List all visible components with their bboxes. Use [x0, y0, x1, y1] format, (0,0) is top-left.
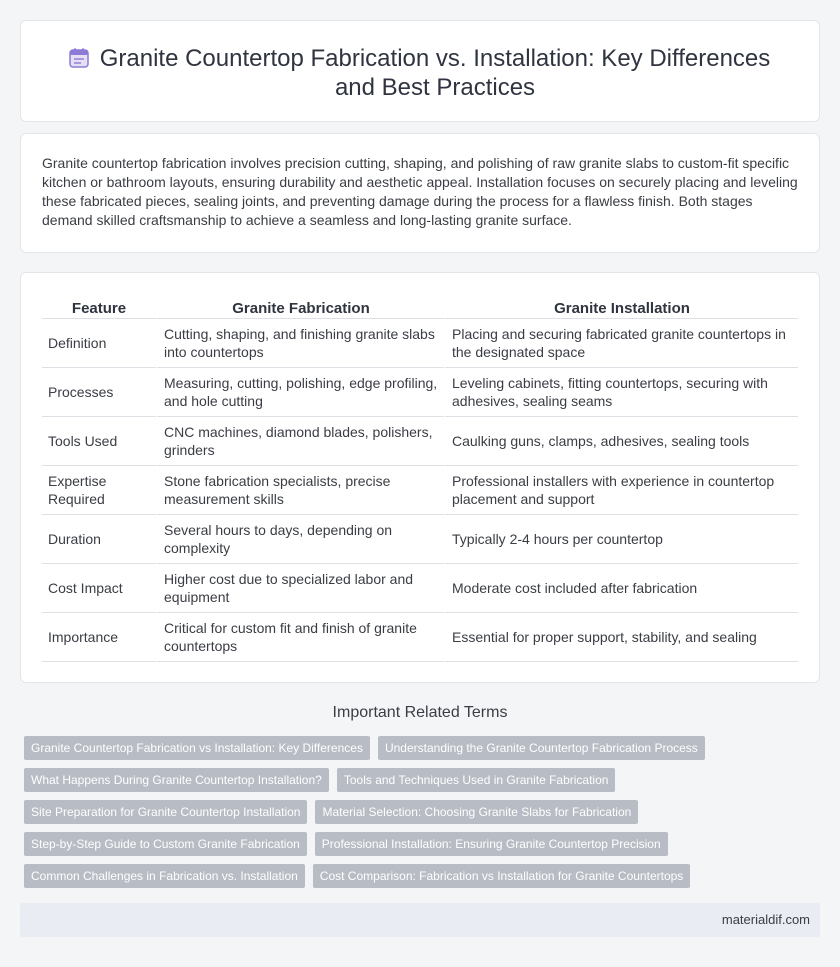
related-term-link[interactable]: Tools and Techniques Used in Granite Fabrication: [337, 768, 616, 792]
fabrication-cell: Higher cost due to specialized labor and equipment: [156, 564, 444, 613]
feature-cell: Importance: [42, 613, 156, 662]
related-term-link[interactable]: Cost Comparison: Fabrication vs Installation for Granite Countertops: [313, 864, 691, 888]
related-term-link[interactable]: Site Preparation for Granite Countertop Installation: [24, 800, 307, 824]
fabrication-cell: Critical for custom fit and finish of granite countertops: [156, 613, 444, 662]
related-term-link[interactable]: Step-by-Step Guide to Custom Granite Fabrication: [24, 832, 307, 856]
table-row: [42, 515, 798, 564]
table-row: [42, 613, 798, 662]
table-row: [42, 564, 798, 613]
header-fabrication: Granite Fabrication: [156, 295, 444, 319]
installation-cell: Professional installers with experience in countertop placement and support: [444, 466, 798, 515]
table-row: [42, 319, 798, 368]
page-title: Granite Countertop Fabrication vs. Installation: Key Differences and Best Practices: [99, 45, 771, 101]
title-card: [20, 20, 820, 122]
installation-cell: Moderate cost included after fabrication: [444, 564, 798, 613]
feature-cell: Duration: [42, 515, 156, 564]
intro-card: [20, 133, 820, 253]
fabrication-cell: Cutting, shaping, and finishing granite slabs into countertops: [156, 319, 444, 368]
feature-cell: Tools Used: [42, 417, 156, 466]
header-installation: Granite Installation: [444, 295, 798, 319]
footer: [20, 903, 820, 937]
table-row: [42, 368, 798, 417]
related-terms-list: [24, 736, 724, 896]
related-term-link[interactable]: Professional Installation: Ensuring Granite Countertop Precision: [315, 832, 668, 856]
header-feature: Feature: [42, 295, 156, 319]
related-term-link[interactable]: Granite Countertop Fabrication vs Installation: Key Differences: [24, 736, 370, 760]
fabrication-cell: Several hours to days, depending on complexity: [156, 515, 444, 564]
feature-cell: Processes: [42, 368, 156, 417]
installation-cell: Essential for proper support, stability, and sealing: [444, 613, 798, 662]
comparison-table-card: [20, 272, 820, 683]
fabrication-cell: Measuring, cutting, polishing, edge profiling, and hole cutting: [156, 368, 444, 417]
related-term-link[interactable]: Common Challenges in Fabrication vs. Installation: [24, 864, 305, 888]
feature-cell: Expertise Required: [42, 466, 156, 515]
installation-cell: Placing and securing fabricated granite countertops in the designated space: [444, 319, 798, 368]
table-header-row: [42, 295, 798, 319]
installation-cell: Caulking guns, clamps, adhesives, sealing tools: [444, 417, 798, 466]
installation-cell: Typically 2-4 hours per countertop: [444, 515, 798, 564]
installation-cell: Leveling cabinets, fitting countertops, securing with adhesives, sealing seams: [444, 368, 798, 417]
feature-cell: Cost Impact: [42, 564, 156, 613]
feature-cell: Definition: [42, 319, 156, 368]
comparison-table: [42, 295, 798, 662]
fabrication-cell: Stone fabrication specialists, precise measurement skills: [156, 466, 444, 515]
related-term-link[interactable]: Material Selection: Choosing Granite Slabs for Fabrication: [315, 800, 638, 824]
related-terms-heading: Important Related Terms: [332, 704, 508, 721]
footer-site-link[interactable]: materialdif.com: [721, 912, 810, 927]
table-row: [42, 466, 798, 515]
related-term-link[interactable]: Understanding the Granite Countertop Fabrication Process: [378, 736, 705, 760]
table-row: [42, 417, 798, 466]
intro-paragraph: Granite countertop fabrication involves precision cutting, shaping, and polishing of raw granite slabs to custom-fit specific kitchen or bathroom layouts, ensuring durability and aesthetic appeal. Installation focuses on securely placing and leveling these fabricated pieces, sealing joints, and preventing damage during the process for a flawless finish. Both stages demand skilled craftsmanship to achieve a seamless and long-lasting granite surface.: [42, 155, 798, 228]
fabrication-cell: CNC machines, diamond blades, polishers, grinders: [156, 417, 444, 466]
related-term-link[interactable]: What Happens During Granite Countertop Installation?: [24, 768, 329, 792]
